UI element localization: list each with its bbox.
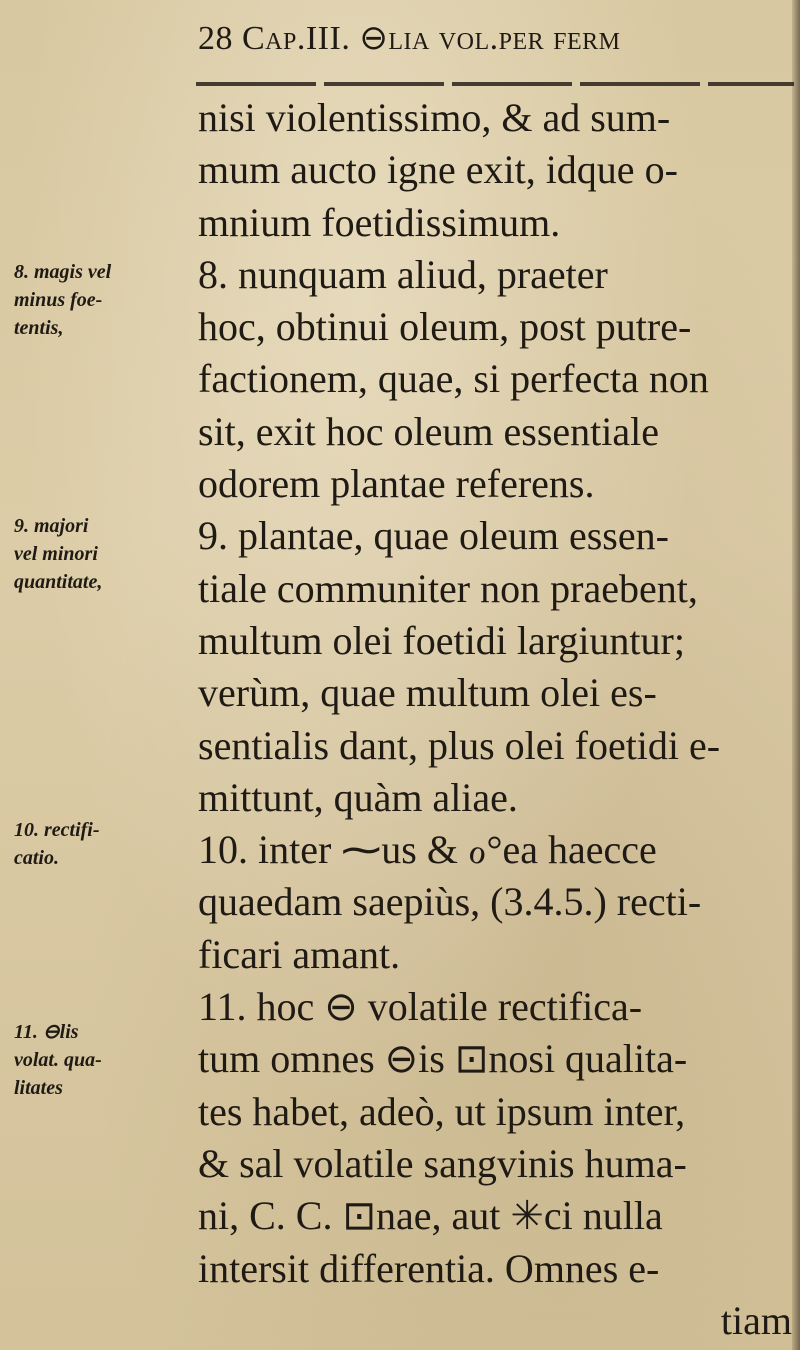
text-line: mittunt, quàm aliae.: [198, 774, 518, 820]
margin-note-line: volat. qua-: [14, 1049, 102, 1071]
main-text-block: [198, 92, 800, 1347]
text-line: tum omnes ⊖is ⊡nosi qualita-: [198, 1036, 688, 1082]
margin-note-line: 10. rectifi-: [14, 819, 100, 841]
margin-note-line: 11. ⊖lis: [14, 1021, 79, 1043]
text-line: verùm, quae multum olei es-: [198, 670, 657, 716]
text-line: mum aucto igne exit, idque o-: [198, 147, 678, 193]
margin-note-9: [14, 512, 102, 596]
text-line: 9. plantae, quae oleum essen-: [198, 513, 669, 559]
text-line: tiale communiter non praebent,: [198, 565, 698, 611]
text-line: 11. hoc ⊖ volatile rectifica-: [198, 984, 643, 1030]
margin-note-line: litates: [14, 1077, 63, 1099]
margin-note-line: 9. majori: [14, 515, 89, 537]
text-line: sit, exit hoc oleum essentiale: [198, 408, 659, 454]
text-line: 8. nunquam aliud, praeter: [198, 251, 608, 297]
text-line: intersit differentia. Omnes e-: [198, 1245, 660, 1291]
header-rule: [196, 82, 794, 86]
margin-note-8: [14, 258, 111, 342]
text-line: tes habet, adeò, ut ipsum inter,: [198, 1088, 686, 1134]
text-line: ficari amant.: [198, 931, 401, 977]
text-line: 10. inter ⁓us & ℴ°ea haecce: [198, 827, 657, 873]
text-line: odorem plantae referens.: [198, 461, 595, 507]
text-line: hoc, obtinui oleum, post putre-: [198, 304, 692, 350]
text-line: factionem, quae, si perfecta non: [198, 356, 709, 402]
text-line: quaedam saepiùs, (3.4.5.) recti-: [198, 879, 702, 925]
margin-note-line: quantitate,: [14, 571, 103, 593]
margin-note-11: [14, 1018, 102, 1102]
text-line: sentialis dant, plus olei foetidi e-: [198, 722, 721, 768]
text-line: nisi violentissimo, & ad sum-: [198, 95, 671, 140]
text-line: multum olei foetidi largiuntur;: [198, 617, 685, 663]
running-header: [198, 18, 621, 58]
margin-note-line: minus foe-: [14, 289, 103, 311]
chapter-label: Cap.III.: [242, 20, 351, 57]
margin-note-10: [14, 816, 100, 872]
text-line-catchword: tiam: [720, 1297, 792, 1343]
page-number: 28: [198, 20, 233, 57]
text-line: mnium foetidissimum.: [198, 199, 561, 245]
margin-note-line: catio.: [14, 847, 59, 869]
text-line: ni, C. C. ⊡nae, aut ✳ci nulla: [198, 1193, 663, 1239]
margin-note-line: vel minori: [14, 543, 98, 565]
margin-note-line: 8. magis vel: [14, 261, 112, 283]
margin-note-line: tentis,: [14, 317, 64, 339]
text-line: & sal volatile sangvinis huma-: [198, 1140, 687, 1186]
running-title: ⊖lia vol.per ferm: [359, 20, 621, 57]
